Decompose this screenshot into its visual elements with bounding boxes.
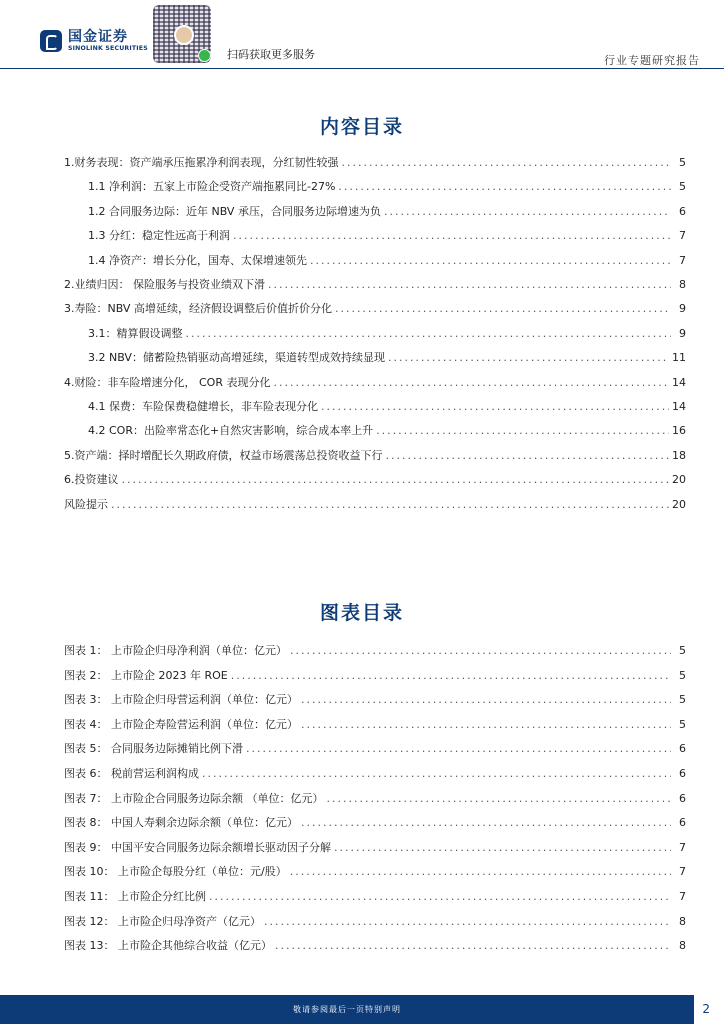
page-header bbox=[0, 0, 724, 70]
toc-entry[interactable] bbox=[64, 300, 686, 318]
entry-page: 5 bbox=[679, 717, 686, 731]
figure-entry[interactable] bbox=[64, 814, 686, 832]
entry-page: 6 bbox=[679, 791, 686, 805]
entry-title: 1.财务表现：资产端承压拖累净利润表现，分红韧性较强 bbox=[64, 156, 339, 169]
entry-title: 1.2 合同服务边际：近年 NBV 承压，合同服务边际增速为负 bbox=[88, 204, 381, 218]
figure-entry[interactable] bbox=[64, 765, 686, 783]
entry-title: 3.2 NBV：储蓄险热销驱动高增延续，渠道转型成效持续显现 bbox=[88, 351, 385, 365]
dot-leader bbox=[310, 252, 671, 270]
entry-page: 5 bbox=[679, 668, 686, 682]
entry-page: 14 bbox=[672, 375, 686, 389]
qr-code-icon[interactable] bbox=[153, 5, 211, 63]
entry-title: 1.4 净资产：增长分化，国寿、太保增速领先 bbox=[88, 253, 307, 267]
dot-leader bbox=[290, 642, 671, 660]
entry-title: 图表 7： 上市险企合同服务边际余额 （单位：亿元） bbox=[64, 791, 324, 805]
dot-leader bbox=[301, 691, 671, 709]
entry-title: 图表 4： 上市险企寿险营运利润（单位：亿元） bbox=[64, 717, 298, 731]
page-footer bbox=[0, 995, 724, 1024]
entry-page: 18 bbox=[672, 448, 686, 462]
figure-entry[interactable] bbox=[64, 667, 686, 685]
entry-title: 4.2 COR：出险率常态化+自然灾害影响，综合成本率上升 bbox=[88, 424, 374, 438]
toc-entry[interactable] bbox=[64, 471, 686, 489]
wechat-badge-icon bbox=[198, 49, 211, 62]
dot-leader bbox=[301, 716, 671, 734]
entry-page: 6 bbox=[679, 742, 686, 756]
entry-page: 6 bbox=[679, 816, 686, 830]
toc-entry[interactable] bbox=[64, 276, 686, 294]
dot-leader bbox=[342, 154, 672, 172]
brand-logo bbox=[40, 30, 148, 52]
toc-entry[interactable] bbox=[64, 154, 686, 172]
toc-entry[interactable] bbox=[88, 203, 686, 221]
dot-leader bbox=[327, 790, 672, 808]
entry-title: 图表 11： 上市险企分红比例 bbox=[64, 890, 206, 903]
toc-title: 内容目录 bbox=[319, 116, 404, 138]
entry-title: 4.财险：非车险增速分化， COR 表现分化 bbox=[64, 375, 271, 389]
dot-leader bbox=[264, 913, 671, 931]
entry-page: 20 bbox=[672, 473, 686, 487]
entry-page: 6 bbox=[679, 204, 686, 218]
dot-leader bbox=[111, 496, 669, 514]
entry-page: 9 bbox=[679, 326, 686, 340]
entry-page: 5 bbox=[679, 693, 686, 707]
dot-leader bbox=[321, 398, 669, 416]
dot-leader bbox=[231, 667, 671, 685]
entry-page: 7 bbox=[679, 229, 686, 243]
entry-page: 20 bbox=[672, 497, 686, 511]
toc-entry[interactable] bbox=[88, 398, 686, 416]
entry-page: 8 bbox=[679, 914, 686, 928]
entry-title: 3.寿险：NBV 高增延续，经济假设调整后价值折价分化 bbox=[64, 302, 332, 316]
entry-title: 1.1 净利润：五家上市险企受资产端拖累同比-27% bbox=[88, 180, 336, 194]
dot-leader bbox=[186, 325, 672, 343]
entry-title: 2.业绩归因： 保险服务与投资业绩双下滑 bbox=[64, 278, 265, 291]
entry-page: 8 bbox=[679, 939, 686, 953]
scan-prompt: 扫码获取更多服务 bbox=[227, 48, 315, 61]
logo-cn: 国金证券 bbox=[68, 29, 128, 45]
figure-entry[interactable] bbox=[64, 839, 686, 857]
entry-page: 7 bbox=[679, 890, 686, 903]
dot-leader bbox=[386, 447, 670, 465]
figure-entry[interactable] bbox=[64, 888, 686, 906]
figure-entry[interactable] bbox=[64, 937, 686, 955]
dot-leader bbox=[202, 765, 671, 783]
dot-leader bbox=[376, 422, 669, 440]
entry-page: 5 bbox=[679, 156, 686, 169]
entry-page: 5 bbox=[679, 180, 686, 194]
entry-title: 6.投资建议 bbox=[64, 473, 119, 487]
report-type: 行业专题研究报告 bbox=[604, 54, 700, 67]
dot-leader bbox=[384, 203, 671, 221]
entry-title: 图表 1： 上市险企归母净利润（单位：亿元） bbox=[64, 644, 287, 657]
qr-center-avatar bbox=[174, 25, 194, 45]
entry-title: 图表 12： 上市险企归母净资产（亿元） bbox=[64, 914, 261, 928]
entry-title: 风险提示 bbox=[64, 497, 108, 511]
entry-title: 图表 6： 税前营运利润构成 bbox=[64, 767, 199, 780]
dot-leader bbox=[301, 814, 671, 832]
entry-title: 图表 3： 上市险企归母营运利润（单位：亿元） bbox=[64, 693, 298, 707]
entry-page: 16 bbox=[672, 424, 686, 438]
entry-title: 3.1：精算假设调整 bbox=[88, 326, 183, 340]
entry-title: 图表 2： 上市险企 2023 年 ROE bbox=[64, 668, 228, 682]
figure-entry[interactable] bbox=[64, 642, 686, 660]
dot-leader bbox=[275, 937, 671, 955]
footer-disclaimer[interactable]: 敬请参阅最后一页特别声明 bbox=[293, 1005, 401, 1014]
figure-entry[interactable] bbox=[64, 691, 686, 709]
entry-page: 5 bbox=[679, 644, 686, 657]
entry-title: 图表 9： 中国平安合同服务边际余额增长驱动因子分解 bbox=[64, 840, 331, 854]
dot-leader bbox=[338, 178, 671, 196]
logo-en: SINOLINK SECURITIES bbox=[68, 45, 148, 52]
dot-leader bbox=[388, 349, 669, 367]
entry-page: 7 bbox=[679, 840, 686, 854]
dot-leader bbox=[290, 863, 671, 881]
dot-leader bbox=[246, 740, 671, 758]
dot-leader bbox=[335, 300, 671, 318]
entry-page: 9 bbox=[679, 302, 686, 316]
dot-leader bbox=[233, 227, 671, 245]
figure-entry[interactable] bbox=[64, 913, 686, 931]
toc-entry[interactable] bbox=[64, 447, 686, 465]
dot-leader bbox=[209, 888, 671, 906]
header-divider bbox=[0, 68, 724, 69]
toc-entry[interactable] bbox=[88, 252, 686, 270]
logo-text bbox=[68, 30, 148, 52]
toc-entry[interactable] bbox=[88, 227, 686, 245]
entry-title: 图表 8： 中国人寿剩余边际余额（单位：亿元） bbox=[64, 816, 298, 830]
entry-title: 图表 13： 上市险企其他综合收益（亿元） bbox=[64, 939, 272, 953]
toc-entry[interactable] bbox=[88, 422, 686, 440]
dot-leader bbox=[334, 839, 671, 857]
dot-leader bbox=[273, 374, 669, 392]
toc-entry[interactable] bbox=[88, 325, 686, 343]
figure-entry[interactable] bbox=[64, 790, 686, 808]
toc-entry[interactable] bbox=[64, 496, 686, 514]
figure-entry[interactable] bbox=[64, 716, 686, 734]
entry-page: 11 bbox=[672, 351, 686, 365]
logo-icon bbox=[40, 30, 62, 52]
toc-entry[interactable] bbox=[88, 178, 686, 196]
entry-page: 8 bbox=[679, 278, 686, 291]
entry-page: 6 bbox=[679, 767, 686, 780]
page-number: 2 bbox=[702, 1002, 710, 1016]
entry-title: 1.3 分红：稳定性远高于利润 bbox=[88, 229, 230, 243]
footer-band bbox=[0, 995, 694, 1024]
entry-title: 5.资产端：择时增配长久期政府债，权益市场震荡总投资收益下行 bbox=[64, 448, 383, 462]
dot-leader bbox=[122, 471, 670, 489]
entry-page: 7 bbox=[679, 865, 686, 879]
entry-title: 4.1 保费：车险保费稳健增长，非车险表现分化 bbox=[88, 400, 318, 413]
toc-entry[interactable] bbox=[88, 349, 686, 367]
toc-entry[interactable] bbox=[64, 374, 686, 392]
figure-entry[interactable] bbox=[64, 740, 686, 758]
dot-leader bbox=[268, 276, 671, 294]
figures-title: 图表目录 bbox=[319, 602, 404, 624]
entry-title: 图表 5： 合同服务边际摊销比例下滑 bbox=[64, 742, 243, 756]
figure-entry[interactable] bbox=[64, 863, 686, 881]
entry-page: 14 bbox=[672, 400, 686, 413]
entry-page: 7 bbox=[679, 253, 686, 267]
entry-title: 图表 10： 上市险企每股分红（单位：元/股） bbox=[64, 865, 287, 879]
